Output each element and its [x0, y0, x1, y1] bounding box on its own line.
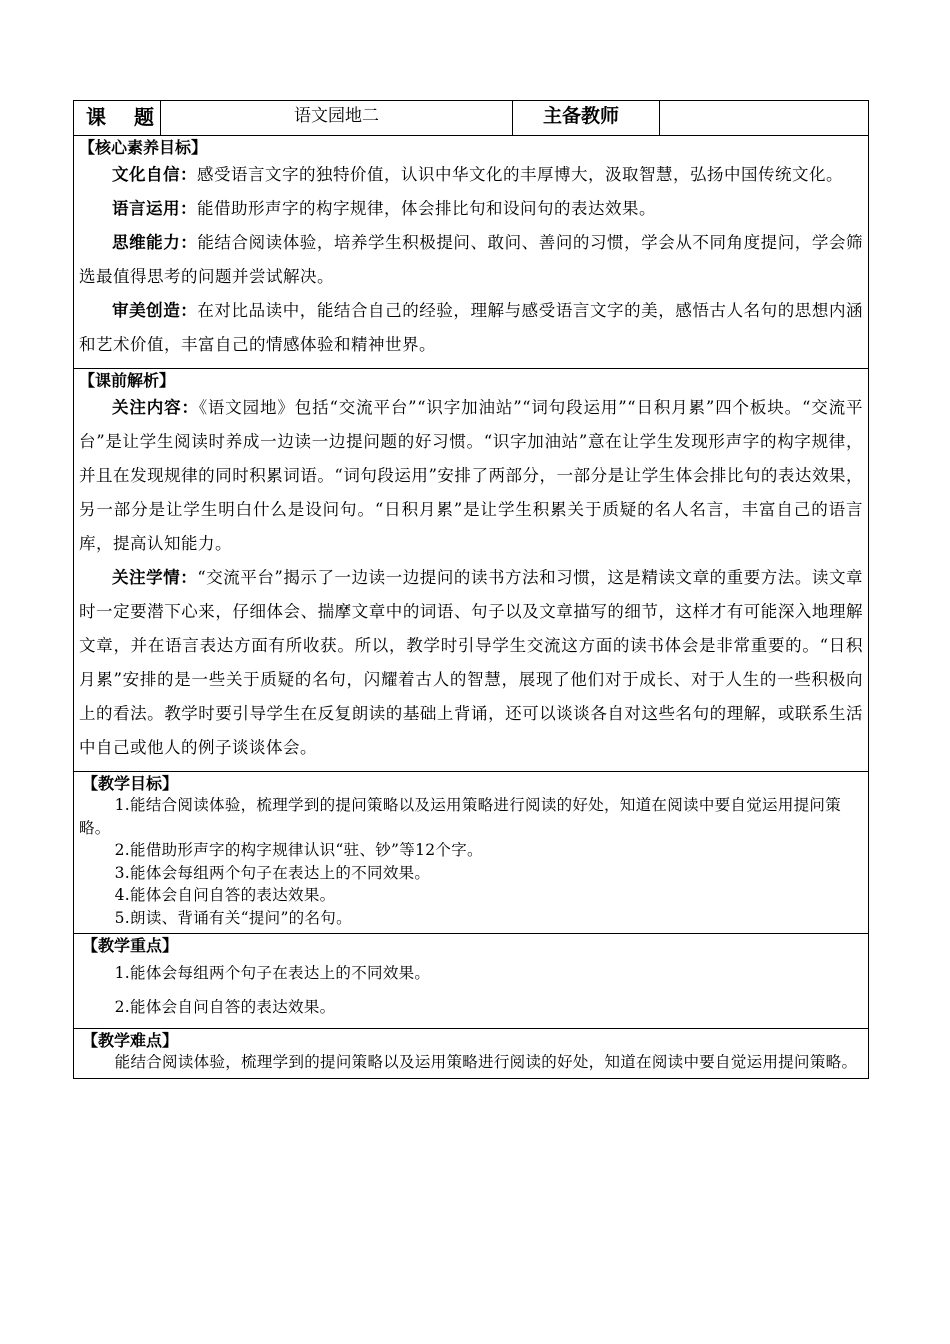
topic-value: 语文园地二: [161, 101, 513, 136]
key-points-title: 【教学重点】: [82, 936, 179, 955]
list-item: 2.能借助形声字的构字规律认识“驻、钞”等12个字。: [114, 841, 483, 859]
teaching-goals-row: [74, 772, 869, 934]
key-points-row: [74, 934, 869, 1029]
list-item: 文化自信：感受语言文字的独特价值，认识中华文化的丰厚博大，汲取智慧，弘扬中国传统文化。: [112, 165, 843, 184]
pre-analysis-row: [74, 369, 869, 772]
list-item: 2.能体会自问自答的表达效果。: [114, 998, 336, 1016]
list-item: 语言运用：能借助形声字的构字规律，体会排比句和设问句的表达效果。: [112, 199, 656, 218]
difficulties-row: [74, 1029, 869, 1079]
header-row: [74, 101, 869, 136]
core-goals-cell: [74, 136, 869, 369]
teacher-value: [660, 101, 869, 136]
difficulties-title: 【教学难点】: [82, 1031, 179, 1050]
pre-analysis-title: 【课前解析】: [79, 371, 176, 390]
difficulties-text: 能结合阅读体验，梳理学到的提问策略以及运用策略进行阅读的好处，知道在阅读中要自觉运用提问策略。: [114, 1053, 858, 1071]
list-item: 5.朗读、背诵有关“提问”的名句。: [114, 908, 352, 927]
teaching-goals-title: 【教学目标】: [82, 774, 179, 793]
pre-analysis-cell: [74, 369, 869, 772]
teacher-label: 主备教师: [513, 101, 660, 136]
list-item: 1.能体会每组两个句子在表达上的不同效果。: [114, 964, 431, 982]
teaching-goals-cell: [74, 772, 869, 934]
list-item: 3.能体会每组两个句子在表达上的不同效果。: [114, 863, 431, 882]
list-item: 4.能体会自问自答的表达效果。: [114, 886, 336, 904]
topic-label: 课 题: [74, 101, 161, 136]
core-goals-title: 【核心素养目标】: [79, 138, 208, 157]
list-item: 审美创造：在对比品读中，能结合自己的经验，理解与感受语言文字的美，感悟古人名句的思想内涵和艺术价值，丰富自己的情感体验和精神世界。: [79, 301, 864, 354]
key-points-cell: [74, 934, 869, 1029]
list-item: 关注内容：《语文园地》包括“交流平台”“识字加油站”“词句段运用”“日积月累”四个板块。“交流平台”是让学生阅读时养成一边读一边提问题的好习惯。“识字加油站”意在让学生发现形声字的构字规律，并且在发现规律的同时积累词语。“词句段运用”安排了两部分，一部分是让学生体会排比句的表达效果，另一部分是让学生明白什么是设问句。“日积月累”是让学生积累关于质疑的名人名言，丰富自己的语言库，提高认知能力。: [79, 398, 864, 553]
core-goals-row: [74, 136, 869, 369]
list-item: 1.能结合阅读体验，梳理学到的提问策略以及运用策略进行阅读的好处，知道在阅读中要自觉运用提问策略。: [79, 796, 842, 837]
lesson-plan-table: [73, 100, 869, 1079]
list-item: 思维能力：能结合阅读体验，培养学生积极提问、敢问、善问的习惯，学会从不同角度提问，学会筛选最值得思考的问题并尝试解决。: [79, 233, 864, 286]
difficulties-cell: [74, 1029, 869, 1079]
list-item: 关注学情：“交流平台”揭示了一边读一边提问的读书方法和习惯，这是精读文章的重要方法。读文章时一定要潜下心来，仔细体会、揣摩文章中的词语、句子以及文章描写的细节，这样才有可能深入地理解文章，并在语言表达方面有所收获。所以，教学时引导学生交流这方面的读书体会是非常重要的。“日积月累”安排的是一些关于质疑的名句，闪耀着古人的智慧，展现了他们对于成长、对于人生的一些积极向上的看法。教学时要引导学生在反复朗读的基础上背诵，还可以谈谈各自对这些名句的理解，或联系生活中自己或他人的例子谈谈体会。: [79, 568, 864, 757]
